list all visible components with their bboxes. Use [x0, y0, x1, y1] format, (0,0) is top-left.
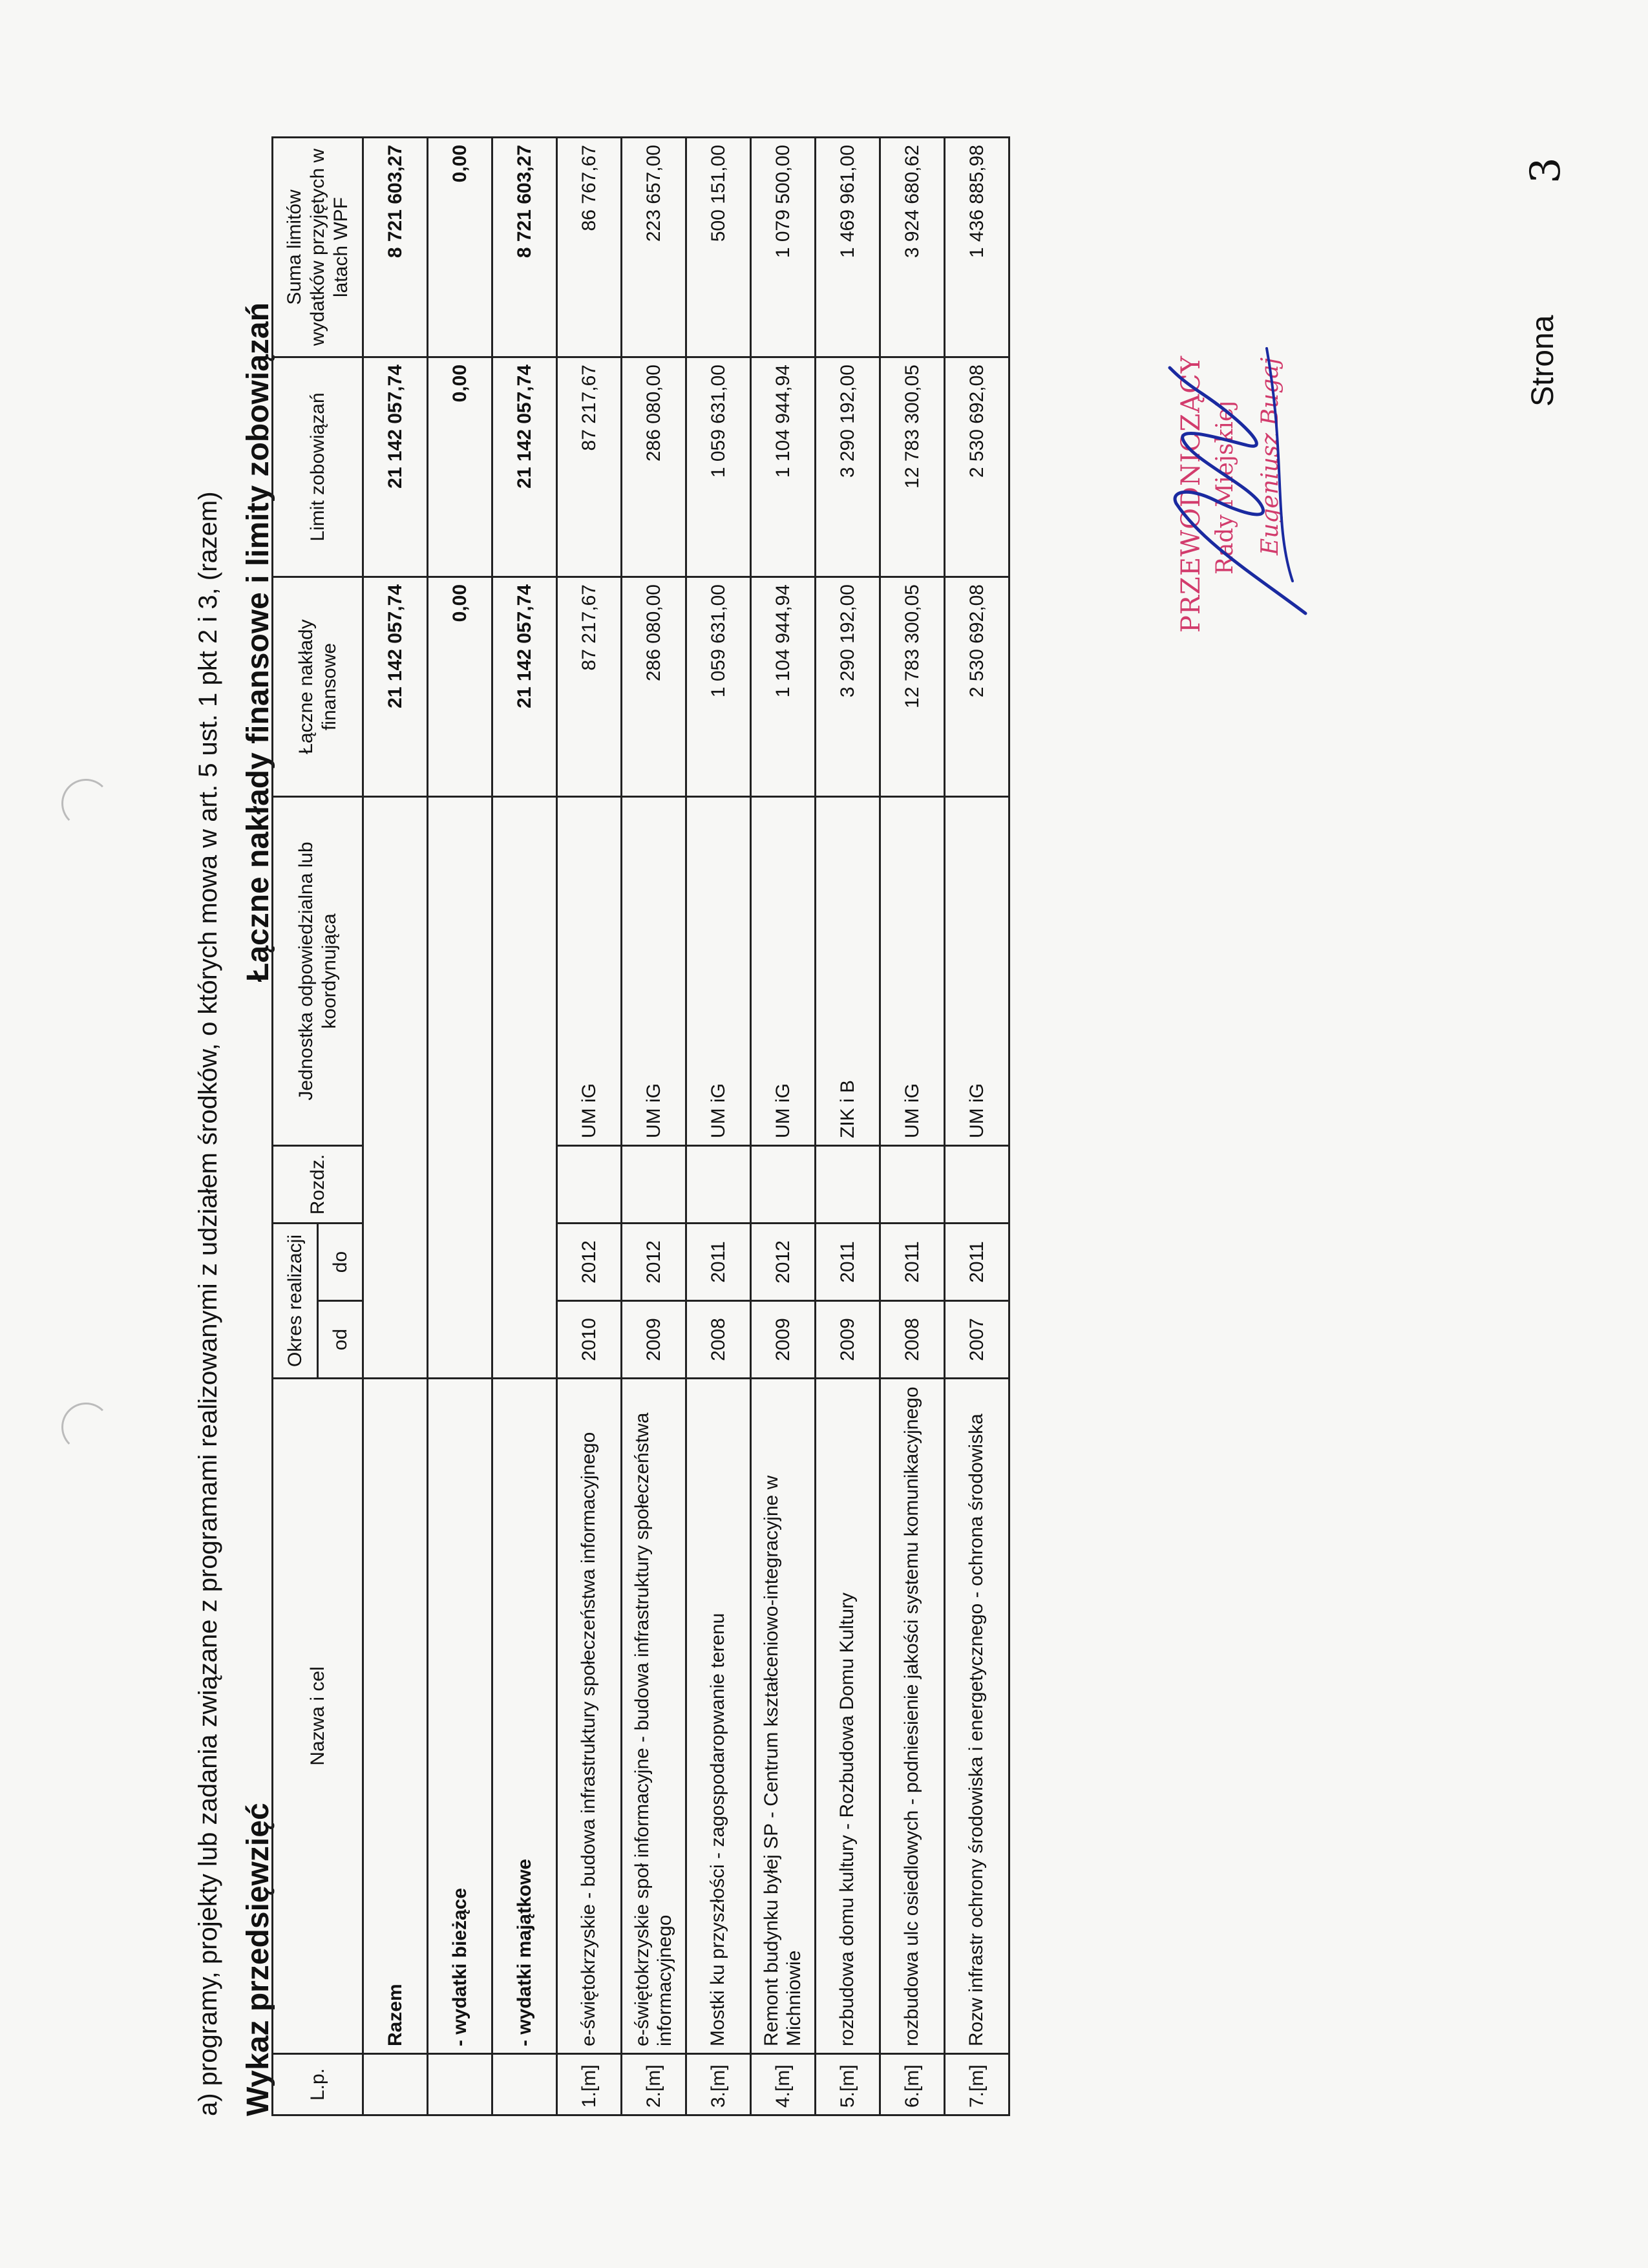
summary-limit: 21 142 057,74	[363, 357, 428, 577]
summary-row-razem	[363, 138, 428, 2115]
summary-limit: 0,00	[428, 357, 492, 577]
stamp-line-council: Rady Miejskiej	[1212, 400, 1238, 575]
row-lp: 4.[m]	[751, 2054, 816, 2115]
page-label: Strona	[1526, 315, 1560, 407]
row-lp: 2.[m]	[622, 2054, 686, 2115]
row-sum: 1 079 500,00	[751, 138, 816, 357]
row-from: 2010	[557, 1301, 622, 1379]
row-limit: 87 217,67	[557, 357, 622, 577]
row-name: e-świętokrzyskie - budowa infrastruktury społeczeństwa informacyjnego	[557, 1379, 622, 2054]
section-title-wykaz: Wykaz przedsięwzięć	[241, 1803, 275, 2116]
row-from: 2009	[622, 1301, 686, 1379]
row-from: 2008	[880, 1301, 945, 1379]
stamp-line-title: PRZEWODNICZĄCY	[1176, 355, 1206, 633]
row-lp: 7.[m]	[945, 2054, 1009, 2115]
row-rozdz	[816, 1146, 880, 1224]
row-rozdz	[622, 1146, 686, 1224]
row-name: Rozw infrastr ochrony środowiska i energetycznego - ochrona środowiska	[945, 1379, 1009, 2054]
row-lp: 6.[m]	[880, 2054, 945, 2115]
summary-row-majatkowe	[492, 138, 557, 2115]
row-name: rozbudowa domu kultury - Rozbudowa Domu Kultury	[816, 1379, 880, 2054]
row-unit: ZIK i B	[816, 797, 880, 1146]
row-unit: UM iG	[945, 797, 1009, 1146]
header-lp: L.p.	[273, 2054, 363, 2115]
row-rozdz	[751, 1146, 816, 1224]
summary-label: - wydatki bieżące	[428, 1379, 492, 2054]
header-rozdz: Rozdz.	[273, 1146, 363, 1224]
row-to: 2011	[945, 1224, 1009, 1301]
table-row	[751, 138, 816, 2115]
row-unit: UM iG	[622, 797, 686, 1146]
row-sum: 1 436 885,98	[945, 138, 1009, 357]
row-lp: 3.[m]	[686, 2054, 751, 2115]
official-stamp	[1163, 342, 1370, 652]
row-total: 2 530 692,08	[945, 577, 1009, 797]
summary-sum: 8 721 603,27	[363, 138, 428, 357]
summary-sum: 0,00	[428, 138, 492, 357]
projects-table	[271, 136, 1010, 2116]
row-name: rozbudowa ulc osiedlowych - podniesienie jakości systemu komunikacyjnego	[880, 1379, 945, 2054]
summary-total: 0,00	[428, 577, 492, 797]
table-row	[557, 138, 622, 2115]
row-unit: UM iG	[557, 797, 622, 1146]
row-name: Remont budynku byłej SP - Centrum kształceniowo-integracyjne w Michniowie	[751, 1379, 816, 2054]
row-from: 2008	[686, 1301, 751, 1379]
table-row	[622, 138, 686, 2115]
row-to: 2012	[622, 1224, 686, 1301]
header-from: od	[318, 1301, 363, 1379]
row-from: 2009	[751, 1301, 816, 1379]
row-sum: 86 767,67	[557, 138, 622, 357]
row-unit: UM iG	[880, 797, 945, 1146]
row-rozdz	[945, 1146, 1009, 1224]
row-limit: 12 783 300,05	[880, 357, 945, 577]
page-number: 3	[1522, 157, 1570, 184]
header-name: Nazwa i cel	[273, 1379, 363, 2054]
row-name: Mostki ku przyszłości - zagospodaropwanie terenu	[686, 1379, 751, 2054]
table-row	[880, 138, 945, 2115]
summary-label: Razem	[363, 1379, 428, 2054]
row-total: 1 104 944,94	[751, 577, 816, 797]
row-from: 2007	[945, 1301, 1009, 1379]
table-row	[945, 138, 1009, 2115]
row-total: 1 059 631,00	[686, 577, 751, 797]
stamp-line-name: Eugeniusz Bugaj	[1257, 357, 1284, 555]
header-to: do	[318, 1224, 363, 1301]
summary-total: 21 142 057,74	[363, 577, 428, 797]
header-total: Łączne nakłady finansowe	[273, 577, 363, 797]
row-limit: 3 290 192,00	[816, 357, 880, 577]
row-rozdz	[686, 1146, 751, 1224]
header-unit: Jednostka odpowiedzialna lub koordynująca	[273, 797, 363, 1146]
summary-label: - wydatki majątkowe	[492, 1379, 557, 2054]
row-total: 3 290 192,00	[816, 577, 880, 797]
row-rozdz	[557, 1146, 622, 1224]
summary-total: 21 142 057,74	[492, 577, 557, 797]
row-to: 2012	[751, 1224, 816, 1301]
row-from: 2009	[816, 1301, 880, 1379]
header-period: Okres realizacji	[273, 1224, 318, 1379]
row-name: e-świętokrzyskie społ informacyjne - budowa infrastruktury społeczeństwa informacyjnego	[622, 1379, 686, 2054]
row-to: 2012	[557, 1224, 622, 1301]
summary-limit: 21 142 057,74	[492, 357, 557, 577]
table-row	[816, 138, 880, 2115]
row-lp: 1.[m]	[557, 2054, 622, 2115]
row-limit: 286 080,00	[622, 357, 686, 577]
header-limit: Limit zobowiązań	[273, 357, 363, 577]
row-unit: UM iG	[751, 797, 816, 1146]
row-unit: UM iG	[686, 797, 751, 1146]
row-total: 87 217,67	[557, 577, 622, 797]
row-to: 2011	[880, 1224, 945, 1301]
summary-sum: 8 721 603,27	[492, 138, 557, 357]
row-sum: 500 151,00	[686, 138, 751, 357]
row-rozdz	[880, 1146, 945, 1224]
row-to: 2011	[686, 1224, 751, 1301]
row-total: 12 783 300,05	[880, 577, 945, 797]
row-sum: 223 657,00	[622, 138, 686, 357]
section-title-laczne: Łączne nakłady finansowe i limity zobowiązań	[241, 302, 275, 982]
row-sum: 3 924 680,62	[880, 138, 945, 357]
table-row	[686, 138, 751, 2115]
row-to: 2011	[816, 1224, 880, 1301]
header-sum: Suma limitów wydatków przyjętych w latach WPF	[273, 138, 363, 357]
row-lp: 5.[m]	[816, 2054, 880, 2115]
signature	[1163, 342, 1370, 652]
row-limit: 1 104 944,94	[751, 357, 816, 577]
summary-row-biezace	[428, 138, 492, 2115]
document-subtitle: a) programy, projekty lub zadania związane z programami realizowanymi z udziałem środków, o których mowa w art. 5 ust. 1 pkt 2 i 3, (razem)	[194, 491, 222, 2116]
row-total: 286 080,00	[622, 577, 686, 797]
row-limit: 2 530 692,08	[945, 357, 1009, 577]
row-sum: 1 469 961,00	[816, 138, 880, 357]
row-limit: 1 059 631,00	[686, 357, 751, 577]
